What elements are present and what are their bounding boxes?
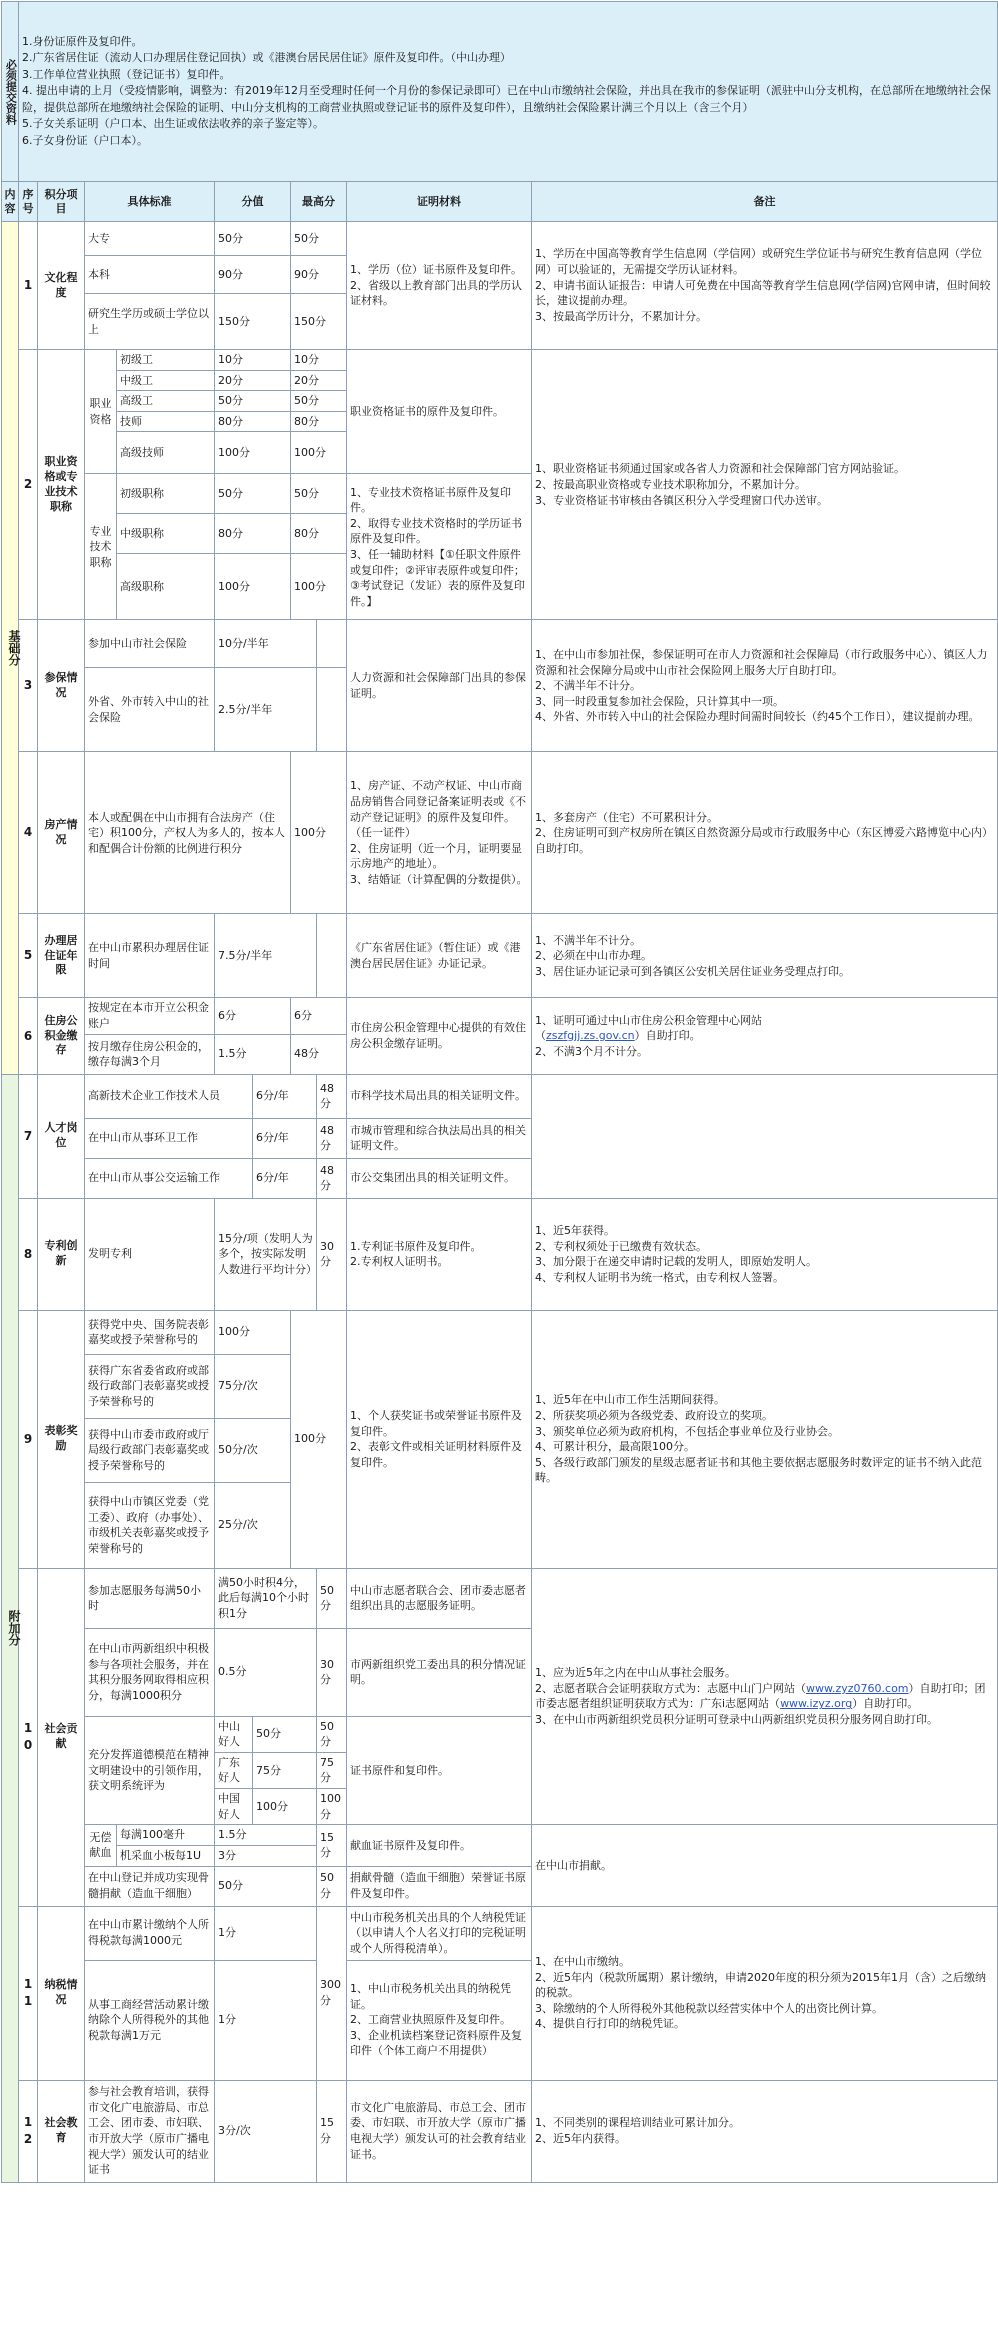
max-cell: 50分 <box>291 222 347 256</box>
max-cell: 75分 <box>317 1752 347 1788</box>
item-project: 人才岗位 <box>38 1074 85 1198</box>
standard-cell: 按规定在本市开立公积金账户 <box>85 998 215 1034</box>
max-cell: 100分 <box>291 1310 347 1568</box>
honor-type-cell: 中国好人 <box>215 1789 253 1825</box>
standard-cell: 充分发挥道德模范在精神文明建设中的引领作用，获文明系统评为 <box>85 1716 215 1825</box>
standard-cell: 从事工商经营活动累计缴纳除个人所得税外的其他税款每满1万元 <box>85 1960 215 2080</box>
table-row <box>2 1906 998 1960</box>
standard-cell: 中级工 <box>117 370 215 391</box>
izyz-website-link[interactable]: www.izyz.org <box>780 1697 853 1711</box>
header-project: 积分项目 <box>38 182 85 222</box>
score-cell: 2.5分/半年 <box>215 668 317 752</box>
table-row <box>2 222 998 256</box>
score-cell: 100分 <box>215 432 291 474</box>
header-category: 内容 <box>2 182 19 222</box>
max-cell: 100分 <box>291 432 347 474</box>
max-cell <box>317 914 347 998</box>
max-cell: 48分 <box>317 1158 347 1198</box>
standard-cell: 在中山登记并成功实现骨髓捐献（造血干细胞） <box>85 1866 215 1906</box>
item-no: 10 <box>19 1568 38 1906</box>
max-cell <box>317 620 347 668</box>
notes-cell: 1、多套房产（住宅）不可累积计分。 2、住房证明可到产权房所在镇区自然资源分局或市行政服务中心（东区博爱六路博览中心内）自助打印。 <box>532 752 998 914</box>
notes-cell: 1、不同类别的课程培训结业可累计加分。 2、近5年内获得。 <box>532 2080 998 2182</box>
item-no: 5 <box>19 914 38 998</box>
materials-cell: 1、专业技术资格证书原件及复印件。 2、取得专业技术资格时的学历证书原件及复印件。 3、任一辅助材料【①任职文件原件或复印件；②评审表原件或复印件；③考试登记（发证）表的原件及复印件。】 <box>347 474 532 620</box>
item-project: 纳税情况 <box>38 1906 85 2080</box>
notes-cell: 1、应为近5年之内在中山从事社会服务。 2、志愿者联合会证明获取方式为：志愿中山门户网站（www.zyz0760.com）自助打印；团市委志愿者组织证明获取方式为：广东i志愿网站（www.izyz.org）自助打印。 3、在中山市两新组织党员积分证明可登录中山两新组织党员积分服务网自助打印。 <box>532 1568 998 1825</box>
score-cell: 150分 <box>215 294 291 350</box>
max-cell: 50分 <box>291 474 347 514</box>
notes-cell: 1、学历在中国高等教育学生信息网（学信网）或研究生学位证书与研究生教育信息网（学位网）可以验证的，无需提交学历认证材料。 2、申请书面认证报告：申请人可免费在中国高等教育学生信息网(学信网)官网申请，但时间较长，建议提前办理。 3、按最高学历计分，不累加计分。 <box>532 222 998 350</box>
table-row <box>2 1310 998 1354</box>
max-cell: 50分 <box>291 391 347 412</box>
notes-cell: 1、近5年获得。 2、专利权须处于已缴费有效状态。 3、加分限于在递交申请时记载的发明人，即原始发明人。 4、专利权人证明书为统一格式，由专利权人签署。 <box>532 1198 998 1310</box>
item-project: 社会贡献 <box>38 1568 85 1906</box>
score-cell: 50分 <box>215 1866 317 1906</box>
header-materials: 证明材料 <box>347 182 532 222</box>
materials-cell: 献血证书原件及复印件。 <box>347 1825 532 1866</box>
table-header <box>2 182 998 222</box>
materials-cell: 捐献骨髓（造血干细胞）荣誉证书原件及复印件。 <box>347 1866 532 1906</box>
notes-cell <box>532 1074 998 1198</box>
item-project: 参保情况 <box>38 620 85 752</box>
standard-cell: 技师 <box>117 411 215 432</box>
materials-cell: 市城市管理和综合执法局出具的相关证明文件。 <box>347 1118 532 1158</box>
item-no: 1 <box>19 222 38 350</box>
score-cell: 7.5分/半年 <box>215 914 317 998</box>
score-cell: 80分 <box>215 514 291 554</box>
notes-cell: 1、在中山市参加社保，参保证明可在市人力资源和社会保障局（市行政服务中心）、镇区人力资源和社会保障分局或中山市社会保险网上服务大厅自助打印。 2、不满半年不计分。 3、同一时段重复参加社会保险，只计算其中一项。 4、外省、外市转入中山的社会保险办理时间需时间较长（约45个工作日），建议提前办理。 <box>532 620 998 752</box>
table-row <box>2 350 998 371</box>
standard-cell: 研究生学历或硕士学位以上 <box>85 294 215 350</box>
header-max: 最高分 <box>291 182 347 222</box>
standard-cell: 高新技术企业工作技术人员 <box>85 1074 253 1118</box>
score-cell: 75分 <box>253 1752 317 1788</box>
max-cell: 80分 <box>291 411 347 432</box>
standard-cell: 初级职称 <box>117 474 215 514</box>
max-cell <box>317 668 347 752</box>
zyz-website-link[interactable]: www.zyz0760.com <box>806 1681 909 1695</box>
item-no: 8 <box>19 1198 38 1310</box>
item-project: 办理居住证年限 <box>38 914 85 998</box>
score-cell: 50分 <box>215 391 291 412</box>
score-cell: 50分 <box>215 222 291 256</box>
fund-website-link[interactable]: zszfgjj.zs.gov.cn <box>546 1029 635 1043</box>
requirement-item: 5.子女关系证明（户口本、出生证或依法收养的亲子鉴定等）。 <box>22 117 324 131</box>
score-cell: 1分 <box>215 1906 317 1960</box>
standard-cell: 在中山市从事公交运输工作 <box>85 1158 253 1198</box>
materials-cell: 中山市税务机关出具的个人纳税凭证（以申请人个人名义打印的完税证明或个人所得税清单）。 <box>347 1906 532 1960</box>
honor-type-cell: 广东好人 <box>215 1752 253 1788</box>
materials-cell: 市公交集团出具的相关证明文件。 <box>347 1158 532 1198</box>
max-cell: 80分 <box>291 514 347 554</box>
item-no: 12 <box>19 2080 38 2182</box>
max-cell: 48分 <box>317 1118 347 1158</box>
max-cell: 30分 <box>317 1628 347 1716</box>
materials-cell: 市住房公积金管理中心提供的有效住房公积金缴存证明。 <box>347 998 532 1074</box>
standard-cell: 高级技师 <box>117 432 215 474</box>
materials-cell: 市文化广电旅游局、市总工会、团市委、市妇联、市开放大学（原市广播电视大学）颁发认可的社会教育结业证书。 <box>347 2080 532 2182</box>
materials-cell: 1、学历（位）证书原件及复印件。 2、省级以上教育部门出具的学历认证材料。 <box>347 222 532 350</box>
max-cell: 50分 <box>317 1568 347 1628</box>
score-cell: 1分 <box>215 1960 317 2080</box>
score-cell: 100分 <box>253 1789 317 1825</box>
max-cell: 100分 <box>291 752 347 914</box>
standard-cell: 大专 <box>85 222 215 256</box>
table-row <box>2 1074 998 1118</box>
table-row <box>2 914 998 998</box>
item-project: 表彰奖励 <box>38 1310 85 1568</box>
score-cell: 6分 <box>215 998 291 1034</box>
table-row <box>2 1825 998 1846</box>
max-cell: 50分 <box>317 1716 347 1752</box>
score-cell: 1.5分 <box>215 1034 291 1074</box>
max-cell: 20分 <box>291 370 347 391</box>
standard-cell: 在中山市从事环卫工作 <box>85 1118 253 1158</box>
requirements-list <box>19 2 998 182</box>
score-cell: 20分 <box>215 370 291 391</box>
materials-cell: 市两新组织党工委出具的积分情况证明。 <box>347 1628 532 1716</box>
item-no: 2 <box>19 350 38 620</box>
item-project: 专利创新 <box>38 1198 85 1310</box>
standard-cell: 获得广东省委省政府或部级行政部门表彰嘉奖或授予荣誉称号的 <box>85 1354 215 1418</box>
points-table <box>1 1 998 2183</box>
score-cell: 90分 <box>215 256 291 294</box>
score-cell: 10分/半年 <box>215 620 317 668</box>
max-cell: 30分 <box>317 1198 347 1310</box>
notes-cell: 1、在中山市缴纳。 2、近5年内（税款所属期）累计缴纳，申请2020年度的积分须为2015年1月（含）之后缴纳的税款。 3、除缴纳的个人所得税外其他税款以经营实体中个人的出资比例计算。 4、提供自行打印的纳税凭证。 <box>532 1906 998 2080</box>
materials-cell: 中山市志愿者联合会、团市委志愿者组织出具的志愿服务证明。 <box>347 1568 532 1628</box>
score-cell: 50分/次 <box>215 1418 291 1482</box>
score-cell: 6分/年 <box>253 1118 317 1158</box>
standard-cell: 在中山市累积办理居住证时间 <box>85 914 215 998</box>
header-notes: 备注 <box>532 182 998 222</box>
materials-cell: 《广东省居住证》（暂住证）或《港澳台居民居住证》办证记录。 <box>347 914 532 998</box>
item-no: 3 <box>19 620 38 752</box>
header-standard: 具体标准 <box>85 182 215 222</box>
standard-cell: 机采血小板每1U <box>117 1845 215 1866</box>
table-row <box>2 752 998 914</box>
max-cell: 300分 <box>317 1906 347 2080</box>
requirement-item: 4. 提出申请的上月（受疫情影响，调整为：有2019年12月至受理时任何一个月份的参保记录即可）已在中山市缴纳社会保险，并出具在我市的参保证明（派驻中山分支机构，在总部所在地缴纳社会保险，提供总部所在地缴纳社会保险的证明、中山分支机构的工商营业执照或登记证书的原件及复印件），且缴纳社会保险累计满三个月以上（含三个月） <box>22 84 991 114</box>
max-cell: 100分 <box>317 1789 347 1825</box>
max-cell: 10分 <box>291 350 347 371</box>
standard-cell: 在中山市累计缴纳个人所得税款每满1000元 <box>85 1906 215 1960</box>
standard-cell: 本人或配偶在中山市拥有合法房产（住宅）积100分，产权人为多人的，按本人和配偶合计份额的比例进行积分 <box>85 752 291 914</box>
max-cell: 150分 <box>291 294 347 350</box>
header-score: 分值 <box>215 182 291 222</box>
requirements-label: 必须提交资料 <box>2 2 19 182</box>
standard-cell: 参与社会教育培训，获得市文化广电旅游局、市总工会、团市委、市妇联、市开放大学（原市广播电视大学）颁发认可的结业证书 <box>85 2080 215 2182</box>
standard-cell: 参加志愿服务每满50小时 <box>85 1568 215 1628</box>
max-cell: 15分 <box>317 2080 347 2182</box>
subgroup-label: 职业资格 <box>85 350 117 474</box>
requirement-item: 1.身份证原件及复印件。 <box>22 34 143 48</box>
standard-cell: 发明专利 <box>85 1198 215 1310</box>
table-row <box>2 2080 998 2182</box>
materials-cell: 1.专利证书原件及复印件。 2.专利权人证明书。 <box>347 1198 532 1310</box>
materials-cell: 1、房产证、不动产权证、中山市商品房销售合同登记备案证明表或《不动产登记证明》的原件及复印件。（任一证件） 2、住房证明（近一个月，证明要显示房地产的地址）。 3、结婚证（计算配偶的分数提供）。 <box>347 752 532 914</box>
requirements-row <box>2 2 998 182</box>
materials-cell: 市科学技术局出具的相关证明文件。 <box>347 1074 532 1118</box>
standard-cell: 按月缴存住房公积金的，缴存每满3个月 <box>85 1034 215 1074</box>
score-cell: 0.5分 <box>215 1628 317 1716</box>
item-no: 9 <box>19 1310 38 1568</box>
score-cell: 1.5分 <box>215 1825 317 1846</box>
category-extra: 附加分 <box>2 1074 19 2182</box>
table-row <box>2 620 998 668</box>
standard-cell: 高级工 <box>117 391 215 412</box>
materials-cell: 职业资格证书的原件及复印件。 <box>347 350 532 474</box>
notes-cell: 在中山市捐献。 <box>532 1825 998 1906</box>
item-project: 文化程度 <box>38 222 85 350</box>
score-cell: 6分/年 <box>253 1158 317 1198</box>
score-cell: 75分/次 <box>215 1354 291 1418</box>
notes-cell: 1、证明可通过中山市住房公积金管理中心网站 （zszfgjj.zs.gov.cn）自助打印。 2、不满3个月不计分。 <box>532 998 998 1074</box>
requirement-item: 3.工作单位营业执照（登记证书）复印件。 <box>22 67 231 81</box>
standard-cell: 每满100毫升 <box>117 1825 215 1846</box>
score-cell: 满50小时积4分，此后每满10个小时积1分 <box>215 1568 317 1628</box>
max-cell: 6分 <box>291 998 347 1034</box>
notes-cell: 1、近5年在中山市工作生活期间获得。 2、所获奖项必须为各级党委、政府设立的奖项。 3、颁奖单位必须为政府机构，不包括企事业单位及行业协会。 4、可累计积分，最高限100分。 5、各级行政部门颁发的星级志愿者证书和其他主要依据志愿服务时数评定的证书不纳入此范畴。 <box>532 1310 998 1568</box>
max-cell: 48分 <box>317 1074 347 1118</box>
score-cell: 6分/年 <box>253 1074 317 1118</box>
materials-cell: 1、中山市税务机关出具的纳税凭证。 2、工商营业执照原件及复印件。 3、企业机读档案登记资料原件及复印件（个体工商户不用提供） <box>347 1960 532 2080</box>
max-cell: 15分 <box>317 1825 347 1866</box>
score-cell: 10分 <box>215 350 291 371</box>
standard-cell: 在中山市两新组织中积极参与各项社会服务，并在其积分服务网取得相应积分，每满1000积分 <box>85 1628 215 1716</box>
item-project: 住房公积金缴存 <box>38 998 85 1074</box>
max-cell: 90分 <box>291 256 347 294</box>
score-cell: 80分 <box>215 411 291 432</box>
category-basic: 基础分 <box>2 222 19 1075</box>
item-project: 社会教育 <box>38 2080 85 2182</box>
score-cell: 25分/次 <box>215 1482 291 1568</box>
standard-cell: 参加中山市社会保险 <box>85 620 215 668</box>
table-row <box>2 1198 998 1310</box>
item-project: 职业资格或专业技术职称 <box>38 350 85 620</box>
max-cell: 48分 <box>291 1034 347 1074</box>
notes-cell: 1、职业资格证书须通过国家或各省人力资源和社会保障部门官方网站验证。 2、按最高职业资格或专业技术职称加分，不累加计分。 3、专业资格证书审核由各镇区积分入学受理窗口代办送审。 <box>532 350 998 620</box>
item-project: 房产情况 <box>38 752 85 914</box>
standard-cell: 获得党中央、国务院表彰嘉奖或授予荣誉称号的 <box>85 1310 215 1354</box>
item-no: 11 <box>19 1906 38 2080</box>
standard-cell: 获得中山市委市政府或厅局级行政部门表彰嘉奖或授予荣誉称号的 <box>85 1418 215 1482</box>
score-cell: 3分/次 <box>215 2080 317 2182</box>
subgroup-label: 专业技术职称 <box>85 474 117 620</box>
materials-cell: 1、个人获奖证书或荣誉证书原件及复印件。 2、表彰文件或相关证明材料原件及复印件。 <box>347 1310 532 1568</box>
table-row <box>2 998 998 1034</box>
max-cell: 50分 <box>317 1866 347 1906</box>
score-cell: 50分 <box>215 474 291 514</box>
max-cell: 100分 <box>291 554 347 620</box>
standard-cell: 获得中山市镇区党委（党工委）、政府（办事处）、市级机关表彰嘉奖或授予荣誉称号的 <box>85 1482 215 1568</box>
standard-cell: 外省、外市转入中山的社会保险 <box>85 668 215 752</box>
standard-cell: 本科 <box>85 256 215 294</box>
table-row <box>2 1568 998 1628</box>
item-no: 4 <box>19 752 38 914</box>
standard-cell: 初级工 <box>117 350 215 371</box>
score-cell: 50分 <box>253 1716 317 1752</box>
score-cell: 100分 <box>215 554 291 620</box>
item-no: 7 <box>19 1074 38 1198</box>
requirement-item: 6.子女身份证（户口本）。 <box>22 133 148 147</box>
header-no: 序号 <box>19 182 38 222</box>
materials-cell: 证书原件和复印件。 <box>347 1716 532 1825</box>
requirement-item: 2.广东省居住证（流动人口办理居住登记回执）或《港澳台居民居住证》原件及复印件。（中山办理） <box>22 51 511 65</box>
standard-cell: 中级职称 <box>117 514 215 554</box>
score-cell: 100分 <box>215 1310 291 1354</box>
standard-cell: 高级职称 <box>117 554 215 620</box>
score-cell: 3分 <box>215 1845 317 1866</box>
materials-cell: 人力资源和社会保障部门出具的参保证明。 <box>347 620 532 752</box>
item-no: 6 <box>19 998 38 1074</box>
honor-type-cell: 中山好人 <box>215 1716 253 1752</box>
subgroup-label: 无偿献血 <box>85 1825 117 1866</box>
notes-cell: 1、不满半年不计分。 2、必须在中山市办理。 3、居住证办证记录可到各镇区公安机关居住证业务受理点打印。 <box>532 914 998 998</box>
score-cell: 15分/项（发明人为多个，按实际发明人数进行平均计分） <box>215 1198 317 1310</box>
